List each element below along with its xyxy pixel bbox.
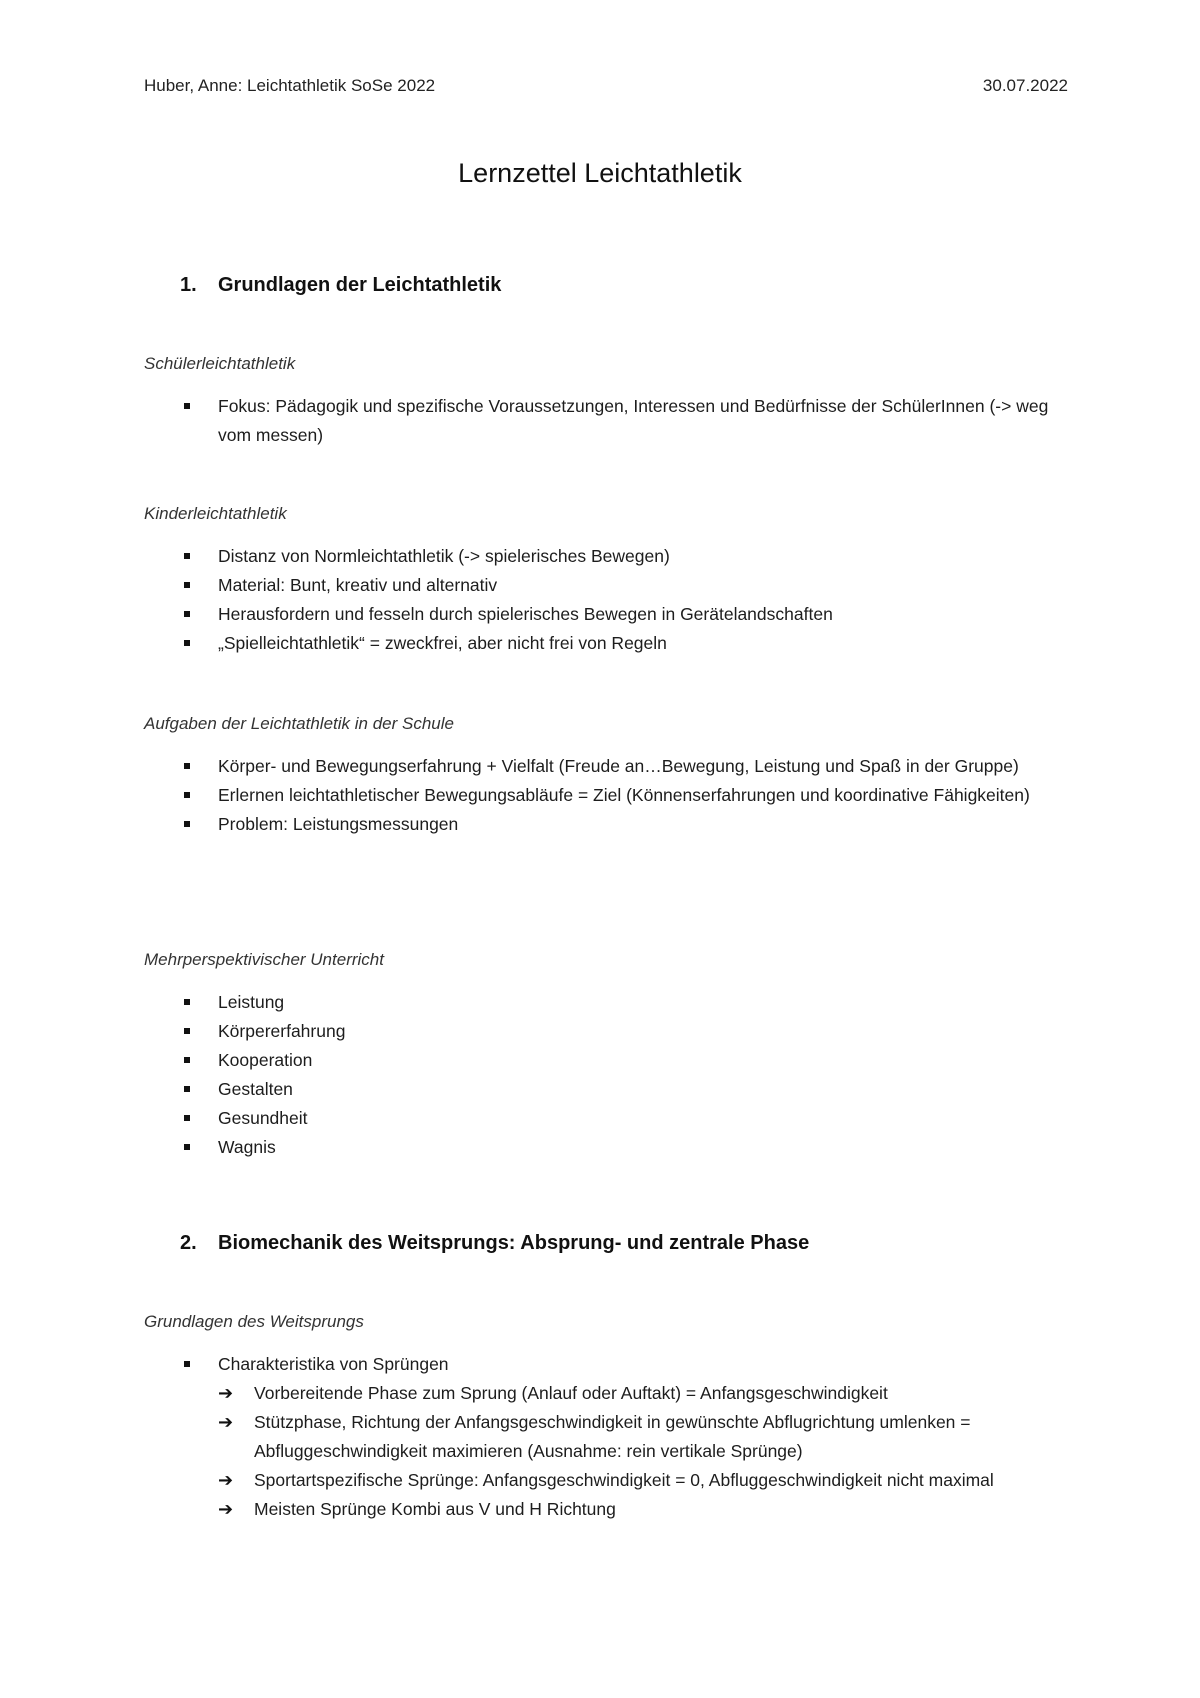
bullet-square-icon (184, 1086, 190, 1092)
bullet-list (184, 542, 1084, 658)
list-item: Leistung (184, 988, 1084, 1017)
arrow-right-icon: ➔ (218, 1470, 234, 1490)
bullet-square-icon (184, 1115, 190, 1121)
bullet-square-icon (184, 1144, 190, 1150)
bullet-square-icon (184, 640, 190, 646)
bullet-list (184, 988, 1084, 1162)
list-item: Herausfordern und fesseln durch spielerisches Bewegen in Gerätelandschaften (184, 600, 1084, 629)
section-title: Grundlagen der Leichtathletik (218, 274, 502, 296)
bullet-square-icon (184, 582, 190, 588)
header-author-course: Huber, Anne: Leichtathletik SoSe 2022 (144, 76, 436, 95)
subsection-title: Kinderleichtathletik (144, 504, 287, 523)
list-item: „Spielleichtathletik“ = zweckfrei, aber nicht frei von Regeln (184, 629, 1084, 658)
arrow-right-icon: ➔ (218, 1499, 234, 1519)
list-item: Problem: Leistungsmessungen (184, 810, 1064, 839)
header-date: 30.07.2022 (982, 76, 1068, 95)
bullet-square-icon (184, 1028, 190, 1034)
list-item: Körpererfahrung (184, 1017, 1084, 1046)
bullet-square-icon (184, 611, 190, 617)
list-item: Distanz von Normleichtathletik (-> spielerisches Bewegen) (184, 542, 1084, 571)
subsection-title: Mehrperspektivischer Unterricht (144, 950, 384, 969)
bullet-square-icon (184, 403, 190, 409)
arrow-right-icon: ➔ (218, 1412, 234, 1432)
arrow-list-item: ➔ Stützphase, Richtung der Anfangsgeschwindigkeit in gewünschte Abflugrichtung umlenken = Abfluggeschwindigkeit maximieren (Ausnahme: rein vertikale Sprünge) (218, 1408, 1064, 1466)
bullet-square-icon (184, 821, 190, 827)
page-header (144, 76, 1068, 96)
bullet-square-icon (184, 999, 190, 1005)
bullet-square-icon (184, 1057, 190, 1063)
bullet-square-icon (184, 553, 190, 559)
subsection-title: Aufgaben der Leichtathletik in der Schule (144, 714, 454, 733)
subsection-title: Grundlagen des Weitsprungs (144, 1312, 364, 1331)
arrow-list-item: ➔ Sportartspezifische Sprünge: Anfangsgeschwindigkeit = 0, Abfluggeschwindigkeit nicht maximal (218, 1466, 1064, 1495)
arrow-list-item: ➔ Meisten Sprünge Kombi aus V und H Richtung (218, 1495, 1064, 1524)
list-item: Fokus: Pädagogik und spezifische Voraussetzungen, Interessen und Bedürfnisse der SchülerInnen (-> weg vom messen) (184, 392, 1064, 450)
arrow-list-item: ➔ Vorbereitende Phase zum Sprung (Anlauf oder Auftakt) = Anfangsgeschwindigkeit (218, 1379, 1064, 1408)
bullet-square-icon (184, 792, 190, 798)
section-title: Biomechanik des Weitsprungs: Absprung- und zentrale Phase (218, 1232, 810, 1254)
bullet-list (184, 1350, 1064, 1524)
list-item: Charakteristika von Sprüngen ➔ Vorbereitende Phase zum Sprung (Anlauf oder Auftakt) = Anfangsgeschwindigkeit ➔ Stützphase, Richtung der Anfangsgeschwindigkeit in gewünschte Abflugrichtung umlenken = Abfluggeschwindigkeit maximieren (Ausnahme: rein vertikale Sprünge) ➔ Sportartspezifische Sprünge: Anfangsgeschwindigkeit = 0, Abfluggeschwindigkeit nicht maximal ➔ Meisten Sprünge Kombi aus V und H Richtung (184, 1350, 1064, 1524)
bullet-square-icon (184, 763, 190, 769)
section-number: 2. (180, 1232, 197, 1254)
list-item: Material: Bunt, kreativ und alternativ (184, 571, 1084, 600)
section-number: 1. (180, 274, 197, 296)
arrow-right-icon: ➔ (218, 1383, 234, 1403)
list-item: Gestalten (184, 1075, 1084, 1104)
arrow-list (218, 1379, 1064, 1524)
list-item: Wagnis (184, 1133, 1084, 1162)
list-item: Körper- und Bewegungserfahrung + Vielfalt (Freude an…Bewegung, Leistung und Spaß in der Gruppe) (184, 752, 1064, 781)
bullet-list (184, 752, 1064, 839)
list-item: Kooperation (184, 1046, 1084, 1075)
bullet-square-icon (184, 1361, 190, 1367)
bullet-list (184, 392, 1064, 450)
list-item: Erlernen leichtathletischer Bewegungsabläufe = Ziel (Könnenserfahrungen und koordinative Fähigkeiten) (184, 781, 1064, 810)
subsection-title: Schülerleichtathletik (144, 354, 296, 373)
list-item: Gesundheit (184, 1104, 1084, 1133)
document-title: Lernzettel Leichtathletik (458, 158, 742, 188)
